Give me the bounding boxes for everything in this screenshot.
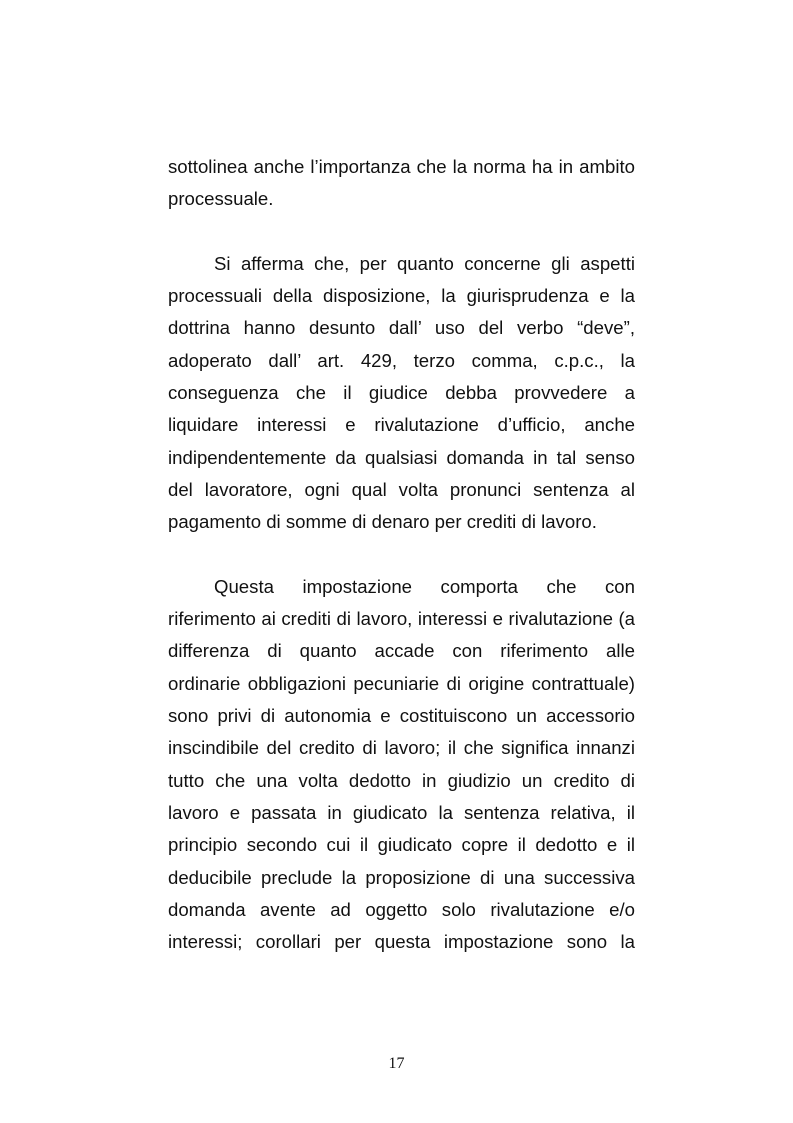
page-number: 17	[388, 1055, 405, 1072]
paragraph-2-line-1: Si afferma che, per quanto concerne gli aspetti	[214, 252, 635, 274]
paragraph-3-line-7: tutto che una volta dedotto in giudizio un credito di	[168, 769, 635, 791]
paragraph-2-line-4: adoperato dall’ art. 429, terzo comma, c.p.c., la	[168, 349, 635, 371]
paragraph-3-line-12: interessi; corollari per questa impostazione sono la	[168, 931, 635, 953]
paragraph-1-line-1: sottolinea anche l’importanza che la norma ha in ambito	[168, 156, 635, 177]
paragraph-3-line-10: deducibile preclude la proposizione di una successiva	[168, 866, 635, 888]
paragraph-1-line-2: processuale.	[168, 188, 274, 210]
paragraph-3-line-11: domanda avente ad oggetto solo rivalutazione e/o	[168, 898, 635, 920]
paragraph-gap	[168, 216, 635, 248]
paragraph-3-line-6: inscindibile del credito di lavoro; il che significa innanzi	[168, 737, 635, 759]
paragraph-2-line-8: del lavoratore, ogni qual volta pronunci sentenza al	[168, 478, 635, 500]
paragraph-gap	[168, 539, 635, 571]
paragraph-2-line-7: indipendentemente da qualsiasi domanda in tal senso	[168, 446, 635, 468]
paragraph-3-line-8: lavoro e passata in giudicato la sentenza relativa, il	[168, 801, 635, 823]
paragraph-3-line-2: riferimento ai crediti di lavoro, interessi e rivalutazione (a	[168, 608, 635, 630]
paragraph-3-line-9: principio secondo cui il giudicato copre il dedotto e il	[168, 834, 635, 856]
paragraph-3-line-3: differenza di quanto accade con riferimento alle	[168, 640, 635, 662]
paragraph-2-line-3: dottrina hanno desunto dall’ uso del verbo “deve”,	[168, 317, 635, 339]
paragraph-3-line-4: ordinarie obbligazioni pecuniarie di origine contrattuale)	[168, 672, 635, 694]
paragraph-2-line-9: pagamento di somme di denaro per crediti di lavoro.	[168, 511, 597, 533]
paragraph-2-line-6: liquidare interessi e rivalutazione d’ufficio, anche	[168, 414, 635, 436]
body-text	[168, 151, 635, 958]
paragraph-3-line-5: sono privi di autonomia e costituiscono un accessorio	[168, 705, 635, 727]
paragraph-2-line-2: processuali della disposizione, la giurisprudenza e la	[168, 285, 635, 307]
paragraph-3-line-1: Questa impostazione comporta che con	[214, 575, 635, 597]
paragraph-2-line-5: conseguenza che il giudice debba provvedere a	[168, 382, 635, 404]
